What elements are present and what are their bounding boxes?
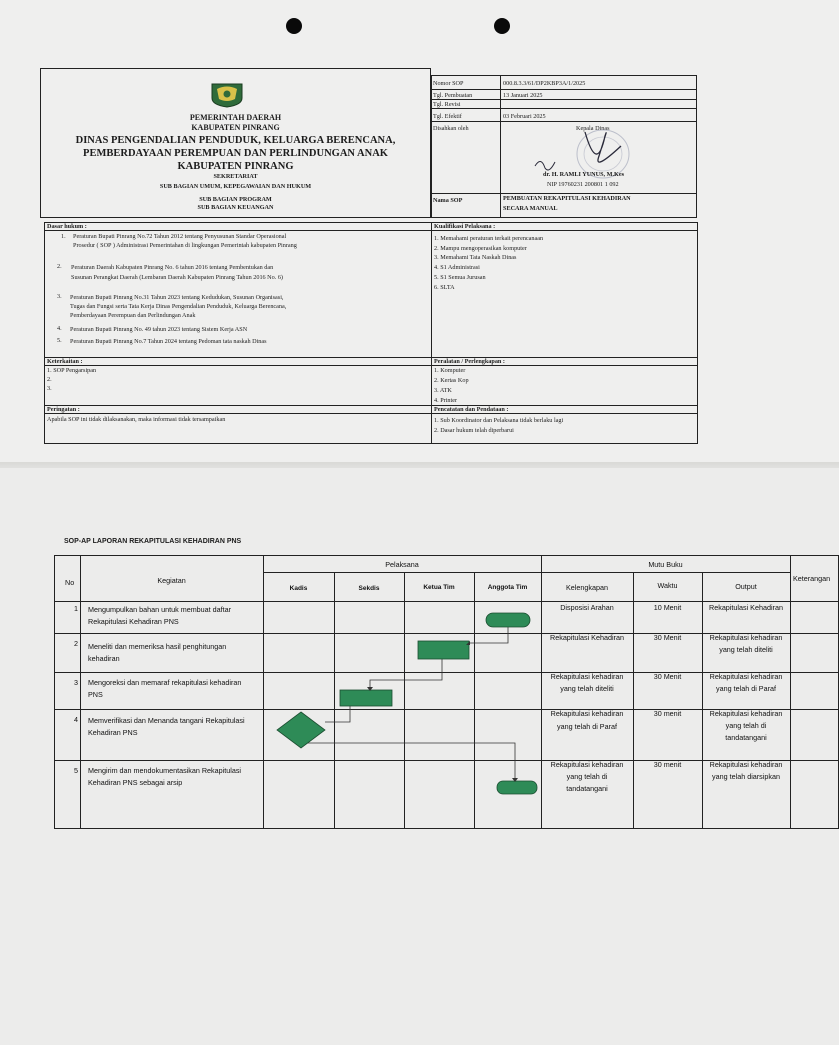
row-2-kegiatan-line2: kehadiran (88, 654, 120, 663)
nama-sop-line1: PEMBUATAN REKAPITULASI KEHADIRAN (503, 195, 631, 202)
row-2-kegiatan-line1: Meneliti dan memeriksa hasil penghitungan (88, 642, 227, 651)
tgl-pembuatan-value: 13 Januari 2025 (503, 92, 543, 99)
unit-umum: SUB BAGIAN UMUM, KEPEGAWAIAN DAN HUKUM (159, 183, 312, 190)
pencatatan-item-1: 1. Sub Koordinator dan Pelaksana tidak berlaku lagi (434, 417, 564, 424)
header-waktu: Waktu (657, 581, 678, 590)
row-5-kelengkapan-line3: tandatangani (566, 784, 608, 793)
header-mutu-baku: Mutu Buku (648, 560, 683, 569)
row-1-no: 1 (74, 604, 78, 613)
nama-sop-label: Nama SOP (433, 197, 463, 204)
kualifikasi-item-3: 3. Memahami Tata Naskah Dinas (434, 254, 517, 261)
peralatan-item-2: 2. Kertas Kop (434, 377, 469, 384)
row-3-kelengkapan-line2: yang telah diteliti (560, 684, 614, 693)
row-5-output-line2: yang telah diarsipkan (712, 772, 780, 781)
row-3-kelengkapan-line1: Rekapitulasi kehadiran (550, 672, 624, 681)
row-1-kegiatan-line2: Rekapitulasi Kehadiran PNS (88, 617, 179, 626)
peralatan-item-3: 3. ATK (434, 387, 452, 394)
peringatan-text: Apabila SOP ini tidak dilaksanakan, maka informasi tidak tersampaikan (47, 416, 226, 423)
keterkaitan-item-1: 1. SOP Pengarsipan (47, 367, 97, 374)
row-1-output: Rekapitulasi Kehadiran (709, 603, 783, 612)
dasar-hukum-item-5-line1: Peraturan Bupati Pinrang No.7 Tahun 2024 tentang Pedoman tata naskah Dinas (70, 338, 267, 345)
row-2-waktu: 30 Menit (653, 633, 682, 642)
row-5-kelengkapan-line2: yang telah di (566, 772, 608, 781)
kualifikasi-item-4: 4. S1 Administrasi (434, 264, 480, 271)
row-2-output-line2: yang telah diteliti (719, 645, 773, 654)
row-4-kegiatan-line2: Kehadiran PNS (88, 728, 138, 737)
header-kelengkapan: Kelengkapan (566, 583, 608, 592)
row-1-kegiatan-line1: Mengumpulkan bahan untuk membuat daftar (88, 605, 232, 614)
row-4-kelengkapan-line2: yang telah di Paraf (557, 722, 617, 731)
dasar-hukum-item-2-line2: Susunan Perangkat Daerah (Lembaran Daerah Kabupaten Pinrang Tahun 2016 No. 6) (71, 274, 283, 281)
kualifikasi-item-6: 6. SLTA (434, 284, 455, 291)
header-ketua-tim: Ketua Tim (423, 584, 455, 591)
dasar-hukum-item-1-line2: Prosedur ( SOP ) Administrasi Pemerintahan di lingkungan Pemerintah kabupaten Pinrang (73, 242, 297, 249)
row-4-kelengkapan-line1: Rekapitulasi kehadiran (550, 709, 624, 718)
dasar-hukum-item-4-line1: Peraturan Bupati Pinrang No. 49 tahun 2023 tentang Sistem Kerja ASN (70, 326, 248, 333)
sop-flowchart-page (0, 468, 839, 1045)
flowchart-diagram (0, 468, 839, 1045)
flow-shapes (277, 613, 537, 794)
header-kadis: Kadis (289, 585, 308, 592)
row-2-no: 2 (74, 639, 78, 648)
row-3-output-line2: yang telah di Paraf (716, 684, 776, 693)
unit-program: SUB BAGIAN PROGRAM (199, 196, 272, 203)
nomor-sop-value: 000.8.3.3/61/DP2KBP3A/1/2025 (503, 80, 586, 87)
row-1-waktu: 10 Menit (653, 603, 682, 612)
kualifikasi-title: Kualifikasi Pelaksana : (434, 223, 496, 230)
regency-emblem-icon (208, 81, 246, 108)
row-5-waktu: 30 menit (653, 760, 682, 769)
end-terminator (497, 781, 537, 794)
kualifikasi-item-5: 5. S1 Semua Jurusan (434, 274, 486, 281)
row-3-waktu: 30 Menit (653, 672, 682, 681)
dept-line3: KABUPATEN PINRANG (177, 161, 294, 172)
dasar-hukum-item-1-line1: Peraturan Bupati Pinrang No.72 Tahun 2012 tentang Penyusunan Standar Operasional (73, 233, 287, 240)
punch-hole (494, 18, 510, 34)
row-2-kelengkapan: Rekapitulasi Kehadiran (550, 633, 624, 642)
dasar-hukum-item-3-line3: Pemberdayaan Perempuan dan Perlindungan Anak (70, 312, 196, 319)
header-output: Output (735, 582, 757, 591)
row-1-kelengkapan: Disposisi Arahan (560, 603, 614, 612)
header-pelaksana: Pelaksana (385, 560, 419, 569)
keterkaitan-item-3: 3. (47, 385, 52, 392)
nama-sop-line2: SECARA MANUAL (503, 205, 558, 212)
keterkaitan-item-2: 2. (47, 376, 52, 383)
row-4-output-line1: Rekapitulasi kehadiran (709, 709, 783, 718)
disahkan-label: Disahkan oleh (433, 125, 469, 132)
flow-caption: SOP-AP LAPORAN REKAPITULASI KEHADIRAN PNS (64, 538, 242, 545)
process-sekdis (340, 690, 392, 706)
tgl-revisi-label: Tgl. Revisi (433, 101, 461, 108)
unit-sekretariat: SEKRETARIAT (213, 173, 258, 180)
pencatatan-title: Pencatatan dan Pendataan : (434, 406, 509, 413)
dasar-hukum-item-3-line2: Tugas dan Fungsi serta Tata Kerja Dinas Pengendalian Penduduk, Keluarga Berencana, (70, 303, 287, 310)
header-sekdis: Sekdis (358, 585, 380, 592)
decision-kadis (277, 712, 325, 748)
punch-hole (286, 18, 302, 34)
row-2-output-line1: Rekapitulasi kehadiran (709, 633, 783, 642)
row-5-no: 5 (74, 766, 78, 775)
header-anggota-tim: Anggota Tim (487, 584, 528, 591)
dasar-hukum-item-3-num: 3. (57, 293, 62, 300)
row-3-kegiatan-line1: Mengoreksi dan memaraf rekapitulasi kehadiran (88, 678, 242, 687)
header-keterangan: Keterangan (793, 574, 831, 583)
keterkaitan-title: Keterkaitan : (47, 358, 83, 365)
header-kegiatan: Kegiatan (157, 576, 186, 585)
pencatatan-item-2: 2. Dasar hukum telah diperbarui (434, 427, 514, 434)
gov-line1: PEMERINTAH DAERAH (189, 113, 282, 122)
nomor-sop-label: Nomor SOP (433, 80, 464, 87)
kualifikasi-item-2: 2. Mampu mengoperasikan komputer (434, 245, 527, 252)
tgl-pembuatan-label: Tgl. Pembuatan (433, 92, 473, 99)
dasar-hukum-item-1-num: 1. (61, 233, 66, 240)
dasar-hukum-item-2-line1: Peraturan Daerah Kabupaten Pinrang No. 6 tahun 2016 tentang Pembentukan dan (71, 264, 274, 271)
row-4-output-line2: yang telah di (725, 721, 767, 730)
start-terminator (486, 613, 530, 627)
peralatan-title: Peralatan / Perlengkapan : (434, 358, 505, 365)
row-4-output-line3: tandatangani (725, 733, 767, 742)
peralatan-item-1: 1. Komputer (434, 367, 466, 374)
row-4-no: 4 (74, 715, 78, 724)
kualifikasi-item-1: 1. Memahami peraturan terkait perencanaan (434, 235, 544, 242)
peralatan-item-4: 4. Printer (434, 397, 458, 404)
dasar-hukum-title: Dasar hukum : (47, 223, 87, 230)
row-3-no: 3 (74, 678, 78, 687)
row-5-output-line1: Rekapitulasi kehadiran (709, 760, 783, 769)
dasar-hukum-item-3-line1: Peraturan Bupati Pinrang No.31 Tahun 2023 tentang Kedudukan, Susunan Organisasi, (70, 294, 284, 301)
row-4-kegiatan-line1: Memverifikasi dan Menanda tangani Rekapitulasi (88, 716, 245, 725)
row-5-kelengkapan-line1: Rekapitulasi kehadiran (550, 760, 624, 769)
process-ketua-tim (418, 641, 469, 659)
dasar-hukum-item-2-num: 2. (57, 263, 62, 270)
row-3-output-line1: Rekapitulasi kehadiran (709, 672, 783, 681)
gov-line2: KABUPATEN PINRANG (191, 123, 280, 132)
jabatan-kepala-dinas: Kepala Dinas (576, 125, 610, 132)
row-4-waktu: 30 menit (653, 709, 682, 718)
dasar-hukum-item-4-num: 4. (57, 325, 62, 332)
tgl-efektif-label: Tgl. Efektif (433, 113, 462, 120)
row-5-kegiatan-line1: Mengirim dan mendokumentasikan Rekapitulasi (88, 766, 242, 775)
header-no: No (65, 578, 75, 587)
pejabat-name: dr. H. RAMLI YUNUS, M.Kes (543, 171, 625, 178)
row-5-kegiatan-line2: Kehadiran PNS sebagai arsip (88, 778, 183, 787)
unit-keuangan: SUB BAGIAN KEUANGAN (197, 204, 274, 211)
dept-line1: DINAS PENGENDALIAN PENDUDUK, KELUARGA BERENCANA, (75, 135, 396, 146)
dept-line2: PEMBERDAYAAN PEREMPUAN DAN PERLINDUNGAN ANAK (83, 148, 388, 159)
peringatan-title: Peringatan : (47, 406, 80, 413)
tgl-efektif-value: 03 Februari 2025 (503, 113, 546, 120)
dasar-hukum-item-5-num: 5. (57, 337, 62, 344)
pejabat-nip: NIP 19760231 200801 1 092 (547, 181, 619, 188)
row-3-kegiatan-line2: PNS (88, 690, 103, 699)
